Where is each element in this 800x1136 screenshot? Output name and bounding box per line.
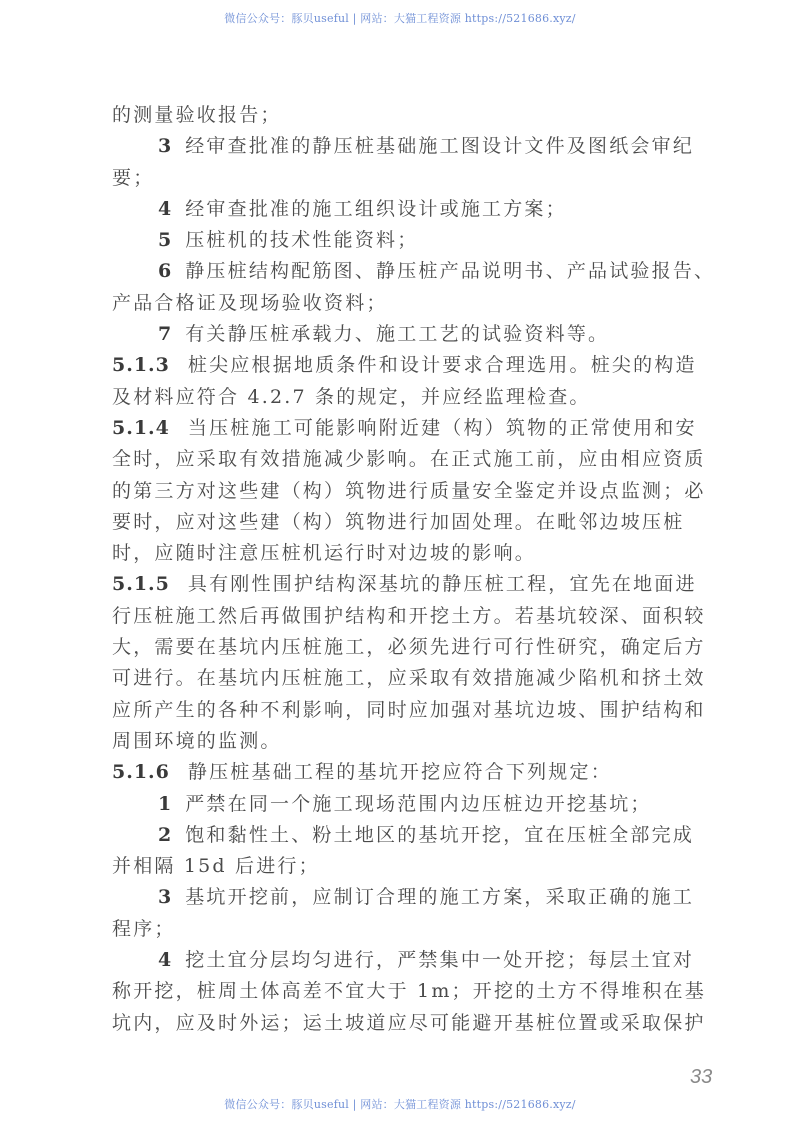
- line-text: 饱和黏性土、粉土地区的基坑开挖，宜在压桩全部完成: [185, 823, 695, 846]
- line-text: 并相隔 15d 后进行；: [112, 855, 320, 878]
- text-line: [112, 663, 732, 694]
- line-text: 的测量验收报告；: [112, 104, 282, 126]
- text-line: [112, 288, 732, 319]
- clause-number: 5.1.4: [112, 416, 170, 439]
- text-line: [112, 695, 732, 726]
- line-text: 全时，应采取有效措施减少影响。在正式施工前，应由相应资质: [112, 448, 706, 471]
- item-number: 5: [158, 229, 172, 252]
- watermark-footer: 微信公众号：豚贝useful | 网站：大猫工程资源 https://521686.xyz/: [224, 1098, 576, 1111]
- line-text: 程序；: [112, 917, 176, 940]
- clause-number: 5.1.6: [112, 761, 170, 784]
- clause-heading: [112, 350, 732, 381]
- text-line: [112, 601, 732, 632]
- text-line: [112, 444, 732, 475]
- text-line: [112, 382, 732, 413]
- line-text: 压桩机的技术性能资料；: [185, 229, 419, 252]
- line-text: 桩尖应根据地质条件和设计要求合理选用。桩尖的构造: [187, 354, 697, 377]
- clause-heading: [112, 757, 732, 788]
- text-line: [112, 1008, 732, 1039]
- line-text: 的第三方对这些建（构）筑物进行质量安全鉴定并设点监测；必: [112, 479, 706, 502]
- watermark-header: 微信公众号：豚贝useful | 网站：大猫工程资源 https://521686.xyz/: [224, 12, 576, 25]
- item-number: 7: [158, 323, 172, 346]
- clause-number: 5.1.3: [112, 354, 170, 377]
- item-number: 6: [158, 260, 172, 283]
- list-item: [112, 789, 732, 820]
- text-line: [112, 507, 732, 538]
- item-number: 2: [158, 823, 172, 846]
- line-text: 产品合格证及现场验收资料；: [112, 291, 388, 314]
- document-body: [112, 100, 732, 1039]
- line-text: 要时，应对这些建（构）筑物进行加固处理。在毗邻边坡压桩: [112, 510, 685, 533]
- line-text: 及材料应符合 4.2.7 条的规定，并应经监理检查。: [112, 385, 591, 408]
- text-line: [112, 163, 732, 194]
- list-item: [112, 945, 732, 976]
- text-line: [112, 632, 732, 663]
- line-text: 基坑开挖前，应制订合理的施工方案，采取正确的施工: [185, 886, 695, 909]
- line-text: 挖土宜分层均匀进行，严禁集中一处开挖；每层土宜对: [185, 949, 695, 972]
- line-text: 当压桩施工可能影响附近建（构）筑物的正常使用和安: [187, 416, 697, 439]
- text-line: [112, 976, 732, 1007]
- line-text: 大，需要在基坑内压桩施工，必须先进行可行性研究，确定后方: [112, 636, 706, 659]
- line-text: 经审查批准的施工组织设计或施工方案；: [185, 197, 567, 220]
- line-text: 静压桩基础工程的基坑开挖应符合下列规定：: [187, 761, 612, 784]
- line-text: 周围环境的监测。: [112, 729, 282, 752]
- list-item: [112, 882, 732, 913]
- text-line: [112, 538, 732, 569]
- line-text: 称开挖，桩周土体高差不宜大于 1m；开挖的土方不得堆积在基: [112, 980, 706, 1003]
- clause-heading: [112, 413, 732, 444]
- item-number: 1: [158, 792, 172, 815]
- text-line: [112, 476, 732, 507]
- line-text: 静压桩结构配筋图、静压桩产品说明书、产品试验报告、: [185, 260, 716, 283]
- line-text: 要；: [112, 166, 155, 189]
- text-line: [112, 100, 732, 131]
- clause-number: 5.1.5: [112, 573, 170, 596]
- line-text: 经审查批准的静压桩基础施工图设计文件及图纸会审纪: [185, 135, 695, 158]
- text-line: [112, 851, 732, 882]
- list-item: [112, 131, 732, 162]
- list-item: [112, 256, 732, 287]
- line-text: 严禁在同一个施工现场范围内边压桩边开挖基坑；: [185, 792, 652, 815]
- item-number: 3: [158, 135, 172, 158]
- list-item: [112, 194, 732, 225]
- line-text: 时，应随时注意压桩机运行时对边坡的影响。: [112, 542, 537, 565]
- item-number: 4: [158, 949, 172, 972]
- item-number: 4: [158, 197, 172, 220]
- line-text: 坑内，应及时外运；运土坡道应尽可能避开基桩位置或采取保护: [112, 1011, 706, 1034]
- line-text: 行压桩施工然后再做围护结构和开挖土方。若基坑较深、面积较: [112, 604, 706, 627]
- list-item: [112, 820, 732, 851]
- clause-heading: [112, 569, 732, 600]
- page-number: 33: [690, 1066, 713, 1088]
- list-item: [112, 225, 732, 256]
- line-text: 可进行。在基坑内压桩施工，应采取有效措施减少陷机和挤土效: [112, 667, 706, 690]
- line-text: 有关静压桩承载力、施工工艺的试验资料等。: [185, 323, 610, 346]
- item-number: 3: [158, 886, 172, 909]
- line-text: 应所产生的各种不利影响，同时应加强对基坑边坡、围护结构和: [112, 698, 706, 721]
- text-line: [112, 914, 732, 945]
- line-text: 具有刚性围护结构深基坑的静压桩工程，宜先在地面进: [187, 573, 697, 596]
- list-item: [112, 319, 732, 350]
- text-line: [112, 726, 732, 757]
